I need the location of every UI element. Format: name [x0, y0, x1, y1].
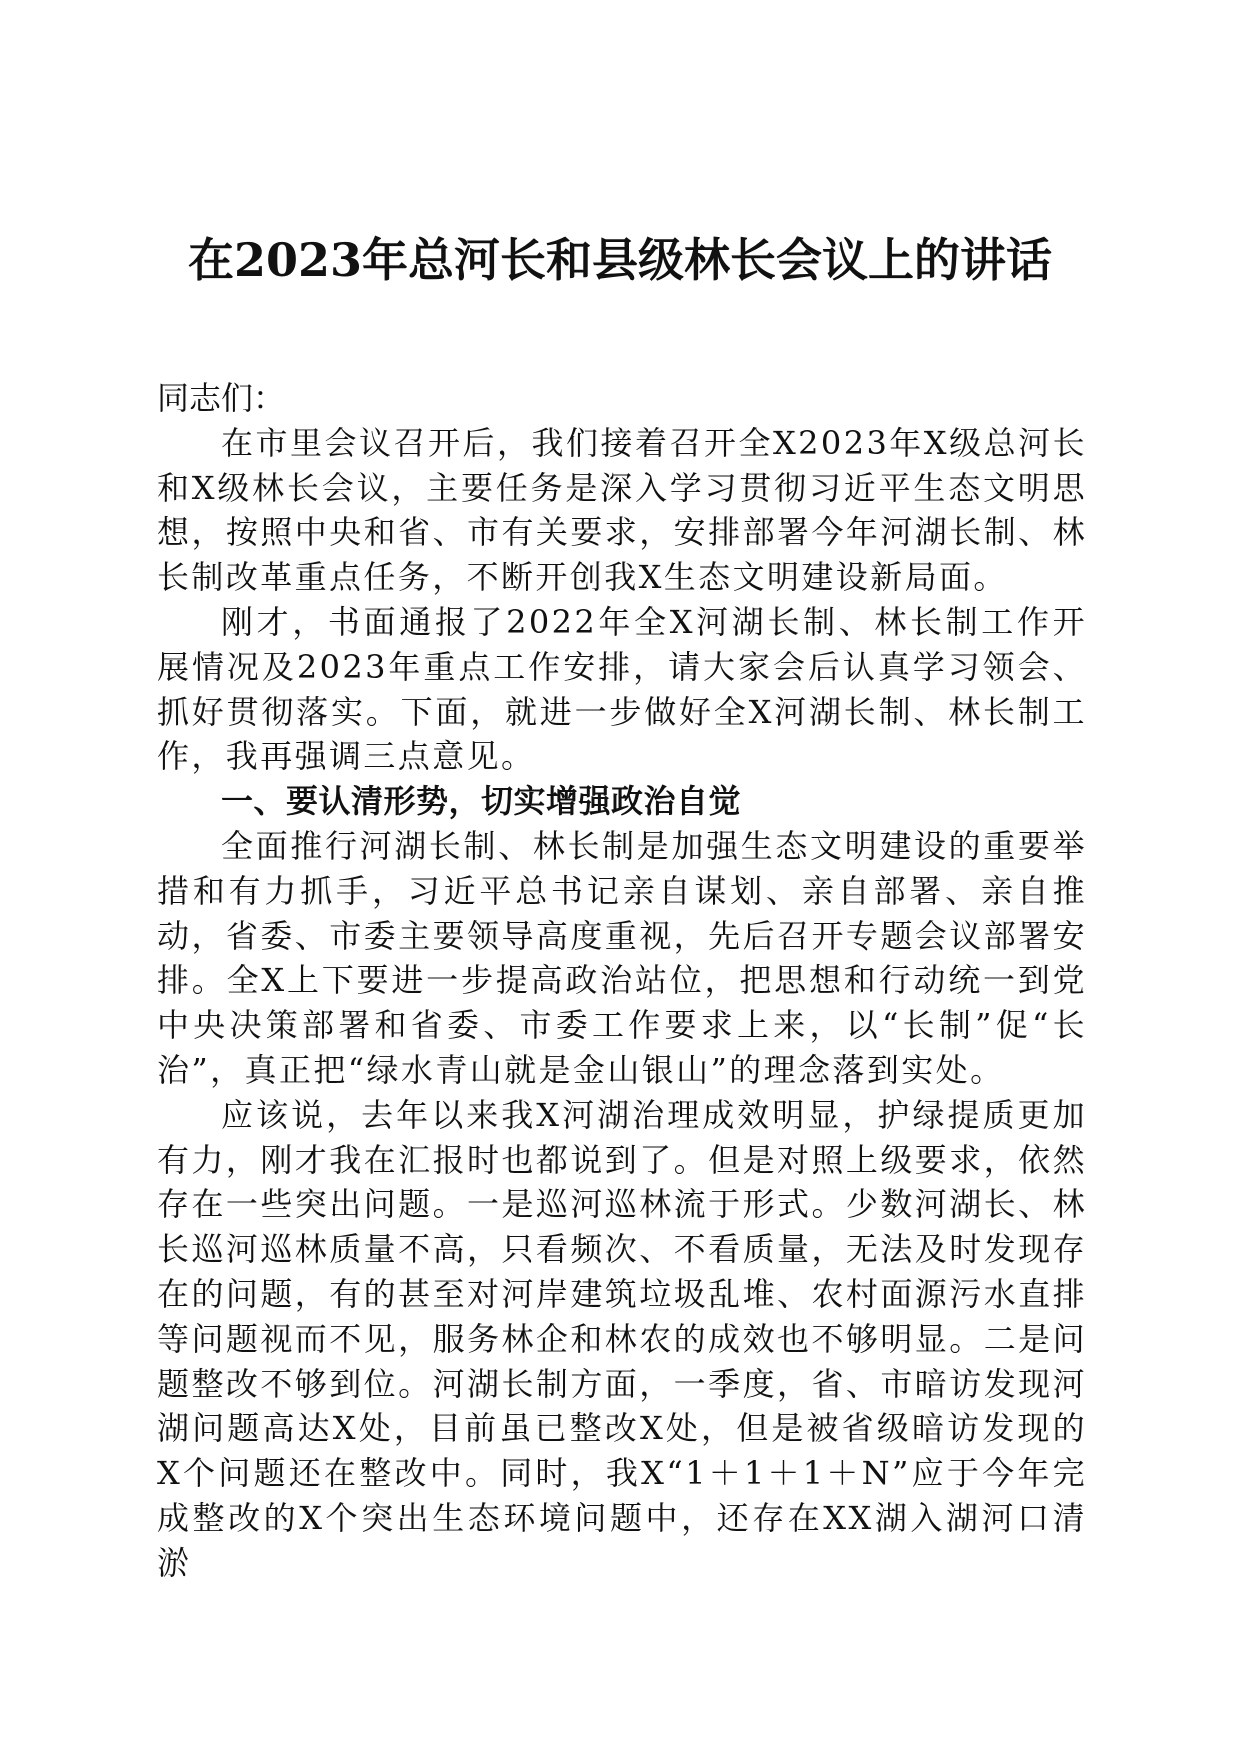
salutation: 同志们：	[157, 379, 286, 417]
document-title: 在2023年总河长和县级林长会议上的讲话	[187, 233, 1053, 287]
section-heading-1: 一、要认清形势，切实增强政治自觉	[221, 782, 742, 821]
paragraph-intro: 在市里会议召开后，我们接着召开全X2023年X级总河长和X级林长会议，主要任务是深入学习贯彻习近平生态文明思想，按照中央和省、市有关要求，安排部署今年河湖长制、林长制改革重点任务，不断开创我X生态文明建设新局面。	[157, 423, 1087, 597]
document-body	[157, 376, 1087, 1586]
paragraph-report: 刚才，书面通报了2022年全X河湖长制、林长制工作开展情况及2023年重点工作安排，请大家会后认真学习领会、抓好贯彻落实。下面，就进一步做好全X河湖长制、林长制工作，我再强调三点意见。	[157, 602, 1087, 776]
paragraph-section-1: 全面推行河湖长制、林长制是加强生态文明建设的重要举措和有力抓手，习近平总书记亲自谋划、亲自部署、亲自推动，省委、市委主要领导高度重视，先后召开专题会议部署安排。全X上下要进一步提高政治站位，把思想和行动统一到党中央决策部署和省委、市委工作要求上来，以“长制”促“长治”，真正把“绿水青山就是金山银山”的理念落到实处。	[157, 826, 1087, 1089]
paragraph-section-2: 应该说，去年以来我X河湖治理成效明显，护绿提质更加有力，刚才我在汇报时也都说到了。但是对照上级要求，依然存在一些突出问题。一是巡河巡林流于形式。少数河湖长、林长巡河巡林质量不高，只看频次、不看质量，无法及时发现存在的问题，有的甚至对河岸建筑垃圾乱堆、农村面源污水直排等问题视而不见，服务林企和林农的成效也不够明显。二是问题整改不够到位。河湖长制方面，一季度，省、市暗访发现河湖问题高达X处，目前虽已整改X处，但是被省级暗访发现的X个问题还在整改中。同时，我X“1＋1＋1＋N”应于今年完成整改的X个突出生态环境问题中，还存在XX湖入湖河口清淤	[157, 1095, 1087, 1582]
